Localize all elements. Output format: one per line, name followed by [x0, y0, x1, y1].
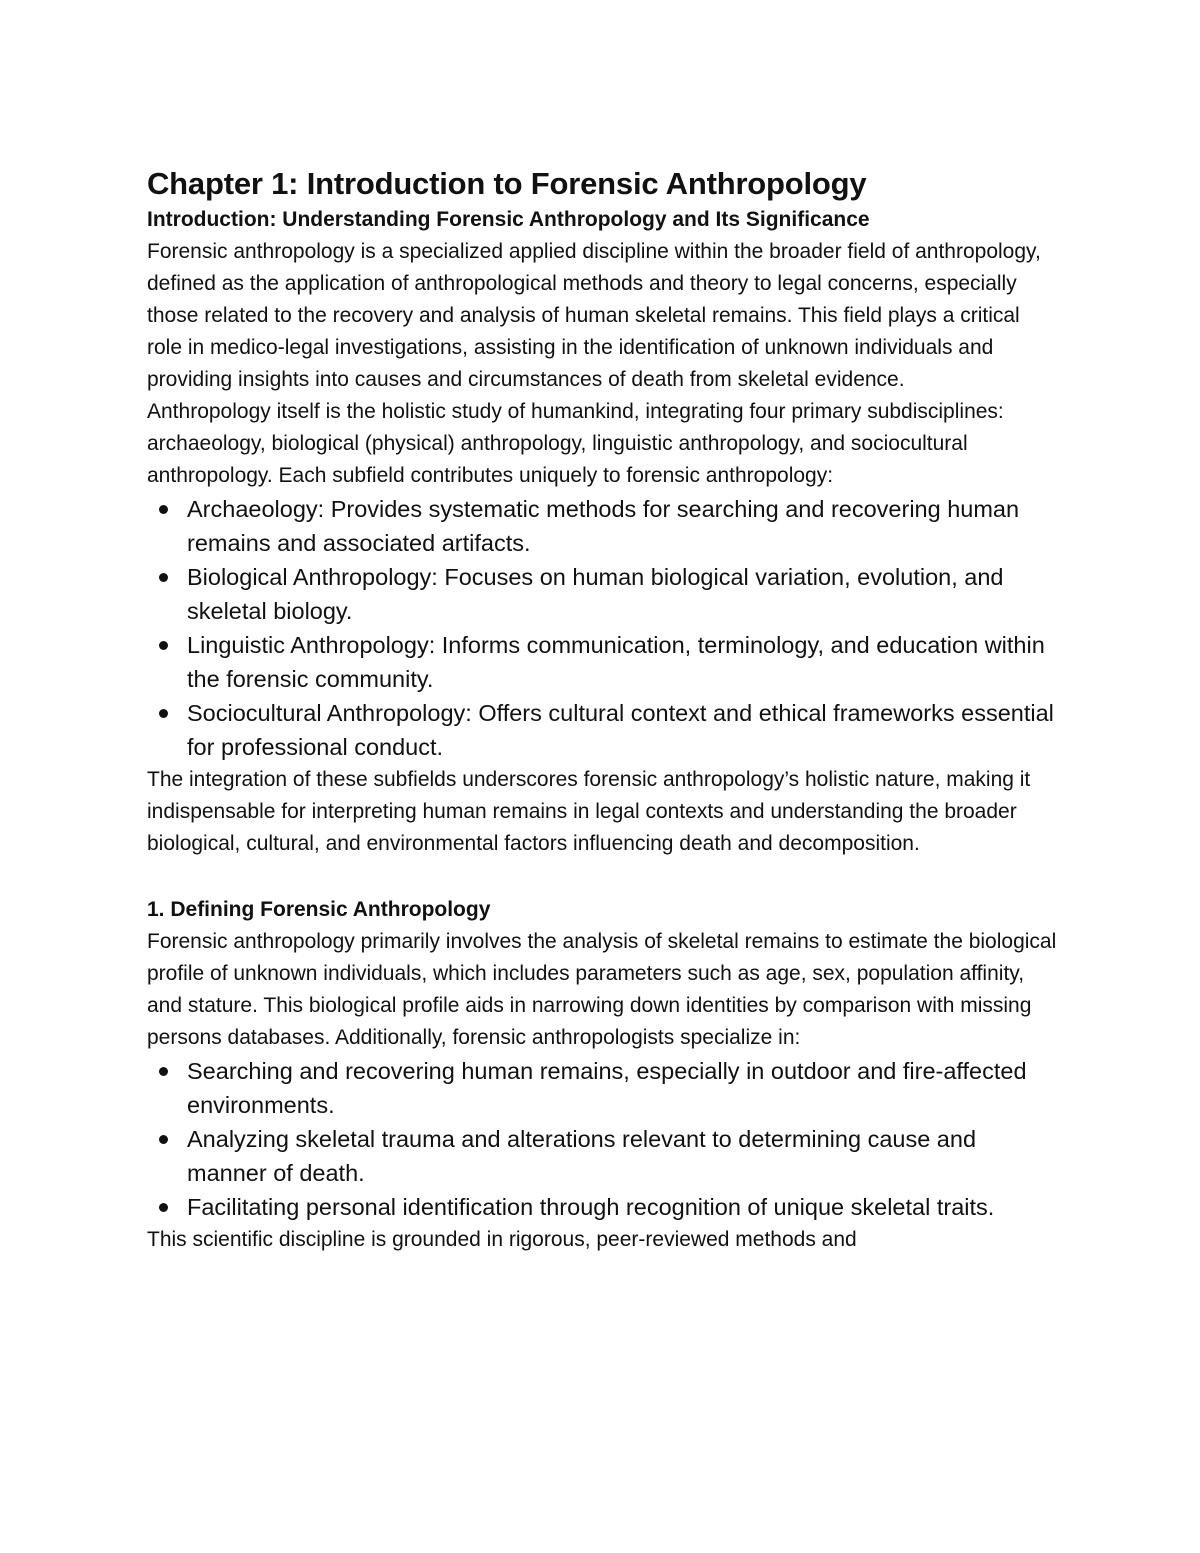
- specialization-list: [147, 1054, 1057, 1224]
- list-item-text: Analyzing skeletal trauma and alterations relevant to determining cause and manner of death.: [187, 1126, 977, 1186]
- section-1-paragraph-2: This scientific discipline is grounded in rigorous, peer-reviewed methods and: [147, 1228, 857, 1251]
- list-item: [147, 1122, 1057, 1190]
- section-1-heading: 1. Defining Forensic Anthropology: [147, 898, 491, 921]
- list-item: [147, 492, 1057, 560]
- list-item-text: Archaeology: Provides systematic methods for searching and recovering human remains and associated artifacts.: [187, 496, 1020, 556]
- bullet-icon: [159, 1203, 168, 1212]
- list-item: [147, 1054, 1057, 1122]
- document-page: [147, 164, 1057, 1256]
- bullet-icon: [159, 573, 168, 582]
- list-item: [147, 1190, 1057, 1224]
- subfield-list: [147, 492, 1057, 764]
- bullet-icon: [159, 1067, 168, 1076]
- bullet-icon: [159, 1135, 168, 1144]
- list-item: [147, 560, 1057, 628]
- bullet-icon: [159, 641, 168, 650]
- intro-heading: Introduction: Understanding Forensic Anthropology and Its Significance: [147, 208, 870, 231]
- bullet-icon: [159, 505, 168, 514]
- list-item-text: Biological Anthropology: Focuses on human biological variation, evolution, and skeletal biology.: [187, 564, 1004, 624]
- list-item-text: Searching and recovering human remains, especially in outdoor and fire-affected environments.: [187, 1058, 1027, 1118]
- bullet-icon: [159, 709, 168, 718]
- section-spacer: [147, 860, 1057, 894]
- list-item-text: Linguistic Anthropology: Informs communication, terminology, and education within the forensic community.: [187, 632, 1045, 692]
- intro-paragraph-1: Forensic anthropology is a specialized applied discipline within the broader field of anthropology, defined as the application of anthropological methods and theory to legal concerns, especially those related to the recovery and analysis of human skeletal remains. This field plays a critical role in medico-legal investigations, assisting in the identification of unknown individuals and providing insights into causes and circumstances of death from skeletal evidence.: [147, 240, 1041, 391]
- list-item: [147, 628, 1057, 696]
- intro-paragraph-2: Anthropology itself is the holistic study of humankind, integrating four primary subdisciplines: archaeology, biological (physical) anthropology, linguistic anthropology, and sociocultural anthropology. Each subfield contributes uniquely to forensic anthropology:: [147, 400, 1004, 487]
- intro-paragraph-3: The integration of these subfields underscores forensic anthropology’s holistic nature, making it indispensable for interpreting human remains in legal contexts and understanding the broader biological, cultural, and environmental factors influencing death and decomposition.: [147, 768, 1031, 855]
- chapter-title: Chapter 1: Introduction to Forensic Anthropology: [147, 166, 867, 201]
- list-item-text: Sociocultural Anthropology: Offers cultural context and ethical frameworks essential for professional conduct.: [187, 700, 1054, 760]
- list-item: [147, 696, 1057, 764]
- list-item-text: Facilitating personal identification through recognition of unique skeletal traits.: [187, 1194, 995, 1220]
- section-1-paragraph-1: Forensic anthropology primarily involves the analysis of skeletal remains to estimate the biological profile of unknown individuals, which includes parameters such as age, sex, population affinity, and stature. This biological profile aids in narrowing down identities by comparison with missing persons databases. Additionally, forensic anthropologists specialize in:: [147, 930, 1057, 1049]
